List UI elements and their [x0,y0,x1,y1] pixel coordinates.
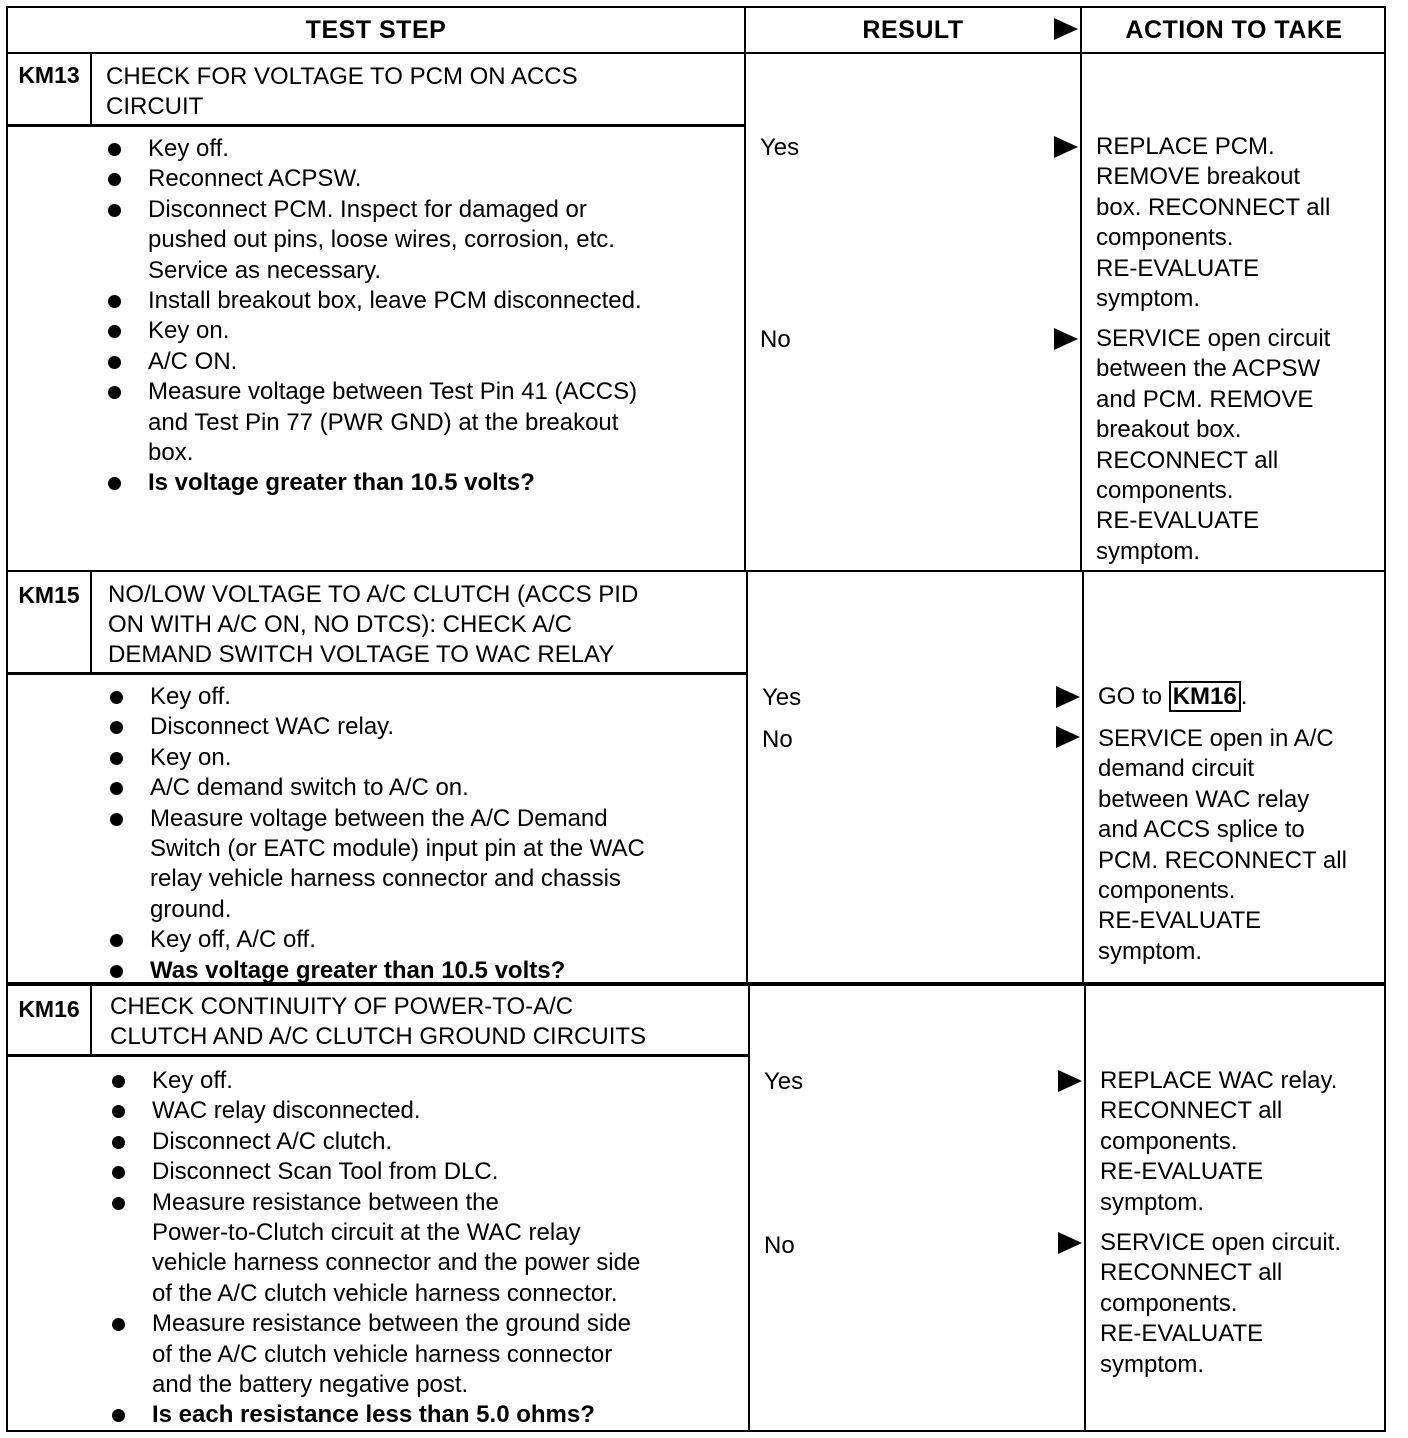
list-item: Key off. [108,1066,740,1096]
result-yes: Yes [762,684,802,711]
step-title: CHECK FOR VOLTAGE TO PCM ON ACCS CIRCUIT [106,63,578,120]
bullet-icon [112,1166,125,1179]
step-km13 [6,52,1386,572]
bullet-icon [112,1409,125,1422]
action-yes: REPLACE WAC relay. RECONNECT all components. RE-EVALUATE symptom. [1100,1067,1338,1216]
list-item: WAC relay disconnected. [108,1096,740,1126]
bullet-icon [108,204,121,217]
list-item: Key on. [106,743,736,773]
list-item: Key on. [104,316,734,346]
step-title: CHECK CONTINUITY OF POWER-TO-A/C CLUTCH AND A/C CLUTCH GROUND CIRCUITS [110,993,647,1050]
step-km16 [6,982,1386,1432]
action-no: SERVICE open circuit between the ACPSW and PCM. REMOVE breakout box. RECONNECT all components. RE-EVALUATE symptom. [1096,325,1331,565]
step-km15 [6,570,1386,986]
question-item: Is voltage greater than 10.5 volts? [104,468,734,498]
list-item: Disconnect WAC relay. [106,712,736,742]
arrow-icon [1058,1232,1082,1254]
arrow-icon [1054,136,1078,158]
bullet-icon [110,782,123,795]
bullet-icon [108,295,121,308]
arrow-icon [1056,686,1080,708]
bullet-icon [108,386,121,399]
question-item: Was voltage greater than 10.5 volts? [106,956,736,986]
arrow-icon [1054,328,1078,350]
bullet-icon [108,325,121,338]
list-item: Disconnect Scan Tool from DLC. [108,1157,740,1187]
bullet-icon [112,1197,125,1210]
list-item: A/C demand switch to A/C on. [106,773,736,803]
list-item: Measure resistance between the Power-to-Clutch circuit at the WAC relay vehicle harness connector and the power side of the A/C clutch vehicle harness connector. [108,1188,740,1310]
list-item: Measure resistance between the ground side of the A/C clutch vehicle harness connector and the battery negative post. [108,1309,740,1400]
step-code: KM16 [18,996,80,1022]
list-item: Install breakout box, leave PCM disconnected. [104,286,734,316]
list-item: Key off. [106,682,736,712]
bullet-icon [110,934,123,947]
step-instructions [104,134,734,499]
bullet-icon [112,1075,125,1088]
bullet-icon [108,356,121,369]
header-result: RESULT [862,16,964,44]
bullet-icon [112,1318,125,1331]
list-item: Disconnect A/C clutch. [108,1127,740,1157]
header-test-step: TEST STEP [8,8,746,52]
step-instructions [108,1066,740,1431]
table-header [6,6,1386,54]
action-yes: REPLACE PCM. REMOVE breakout box. RECONNECT all components. RE-EVALUATE symptom. [1096,133,1331,313]
list-item: Reconnect ACPSW. [104,164,734,194]
result-no: No [764,1232,795,1259]
arrow-icon [1058,1070,1082,1092]
bullet-icon [108,477,121,490]
step-instructions [106,682,736,986]
list-item: Measure voltage between Test Pin 41 (ACCS) and Test Pin 77 (PWR GND) at the breakout box. [104,377,734,468]
step-title: NO/LOW VOLTAGE TO A/C CLUTCH (ACCS PID ON WITH A/C ON, NO DTCS): CHECK A/C DEMAND SWITCH VOLTAGE TO WAC RELAY [108,581,639,668]
result-no: No [762,726,793,753]
list-item: Measure voltage between the A/C Demand Switch (or EATC module) input pin at the WAC relay vehicle harness connector and chassis ground. [106,804,736,926]
action-no: SERVICE open circuit. RECONNECT all components. RE-EVALUATE symptom. [1100,1229,1341,1378]
step-code: KM13 [18,62,80,88]
step-reference-link[interactable]: KM16 [1169,681,1241,712]
list-item: Key off, A/C off. [106,925,736,955]
list-item: Key off. [104,134,734,164]
bullet-icon [110,813,123,826]
result-yes: Yes [764,1068,804,1095]
diagnostic-table [6,6,1386,1430]
arrow-icon [1056,726,1080,748]
bullet-icon [112,1105,125,1118]
action-no: SERVICE open in A/C demand circuit between WAC relay and ACCS splice to PCM. RECONNECT all components. RE-EVALUATE symptom. [1098,725,1347,965]
bullet-icon [110,721,123,734]
result-no: No [760,326,791,353]
bullet-icon [110,965,123,978]
bullet-icon [108,173,121,186]
arrow-icon [1054,18,1078,40]
bullet-icon [110,691,123,704]
list-item: A/C ON. [104,347,734,377]
step-code: KM15 [18,582,80,608]
bullet-icon [110,752,123,765]
header-action: ACTION TO TAKE [1080,8,1386,52]
bullet-icon [108,143,121,156]
bullet-icon [112,1136,125,1149]
list-item: Disconnect PCM. Inspect for damaged or pushed out pins, loose wires, corrosion, etc. Service as necessary. [104,195,734,286]
action-yes: GO to KM16 . [1098,683,1248,710]
result-yes: Yes [760,134,800,161]
question-item: Is each resistance less than 5.0 ohms? [108,1400,740,1430]
